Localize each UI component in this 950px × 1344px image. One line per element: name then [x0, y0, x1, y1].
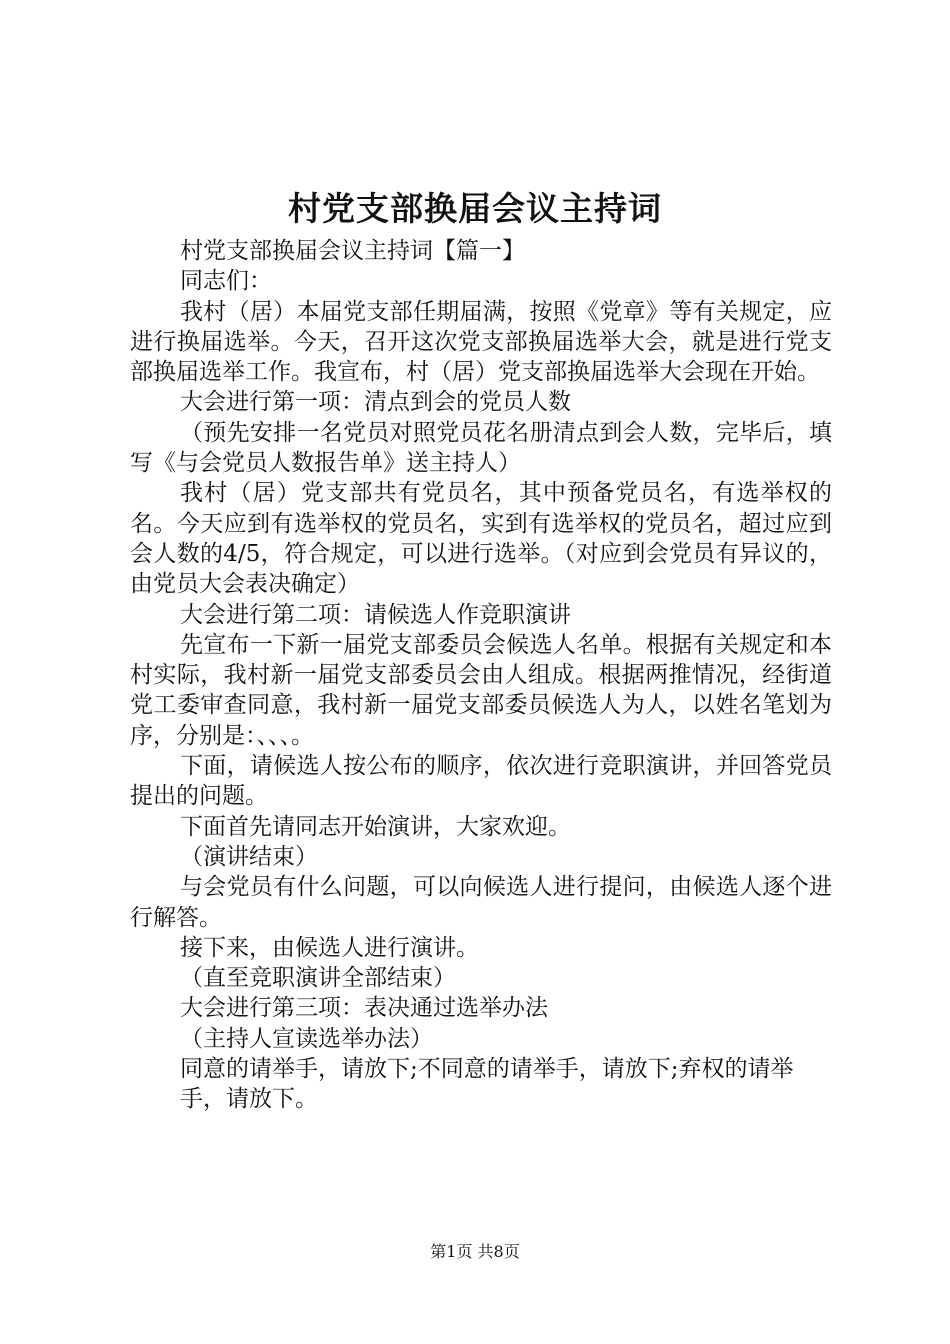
paragraph-item-two: 大会进行第二项：请候选人作竞职演讲	[180, 601, 571, 628]
paragraph-candidate-list: 先宣布一下新一届党支部委员会候选人名单。根据有关规定和本村实际，我村新一届党支部委员会由人组成。根据两推情况，经街道党工委审查同意，我村新一届党支部委员候选人为人，以姓名笔划为序，分别是：、、、。	[130, 631, 832, 749]
page-footer: 第1页 共8页	[430, 1242, 520, 1261]
paragraph-speeches-done: （直至竞职演讲全部结束）	[180, 965, 456, 992]
paragraph-speech-order: 下面，请候选人按公布的顺序，依次进行竞职演讲，并回答党员提出的问题。	[130, 753, 832, 810]
paragraph-vote-end: 手，请放下。	[180, 1086, 318, 1113]
paragraph-member-count: 我村（居）党支部共有党员名，其中预备党员名，有选举权的名。今天应到有选举权的党员名，实到有选举权的党员名，超过应到会人数的4/5，符合规定，可以进行选举。（对应到会党员有异议的，由党员大会表决确定）	[130, 480, 832, 598]
paragraph-item-one-note: （预先安排一名党员对照党员花名册清点到会人数，完毕后，填写《与会党员人数报告单》送主持人）	[130, 419, 832, 477]
paragraph-first-speech: 下面首先请同志开始演讲，大家欢迎。	[180, 813, 571, 840]
paragraph-questions: 与会党员有什么问题，可以向候选人进行提问，由候选人逐个进行解答。	[130, 874, 832, 931]
document-body	[130, 236, 832, 1115]
paragraph-read-method: （主持人宣读选举办法）	[180, 1025, 433, 1052]
document-title: 村党支部换届会议主持词	[288, 189, 662, 228]
paragraph-next-speech: 接下来，由候选人进行演讲。	[180, 934, 479, 961]
paragraph-salutation: 同志们：	[180, 268, 272, 295]
paragraph-opening: 我村（居）本届党支部任期届满，按照《党章》等有关规定，应进行换届选举。今天，召开这次党支部换届选举大会，就是进行党支部换届选举工作。我宣布，村（居）党支部换届选举大会现在开始。	[130, 298, 832, 386]
paragraph-section-heading: 村党支部换届会议主持词【篇一】	[180, 238, 525, 264]
paragraph-vote-instructions: 同意的请举手，请放下;不同意的请举手，请放下;弃权的请举	[180, 1056, 794, 1083]
paragraph-item-one: 大会进行第一项：清点到会的党员人数	[180, 389, 571, 416]
paragraph-item-three: 大会进行第三项：表决通过选举办法	[180, 995, 548, 1022]
paragraph-speech-end: （演讲结束）	[180, 843, 318, 870]
